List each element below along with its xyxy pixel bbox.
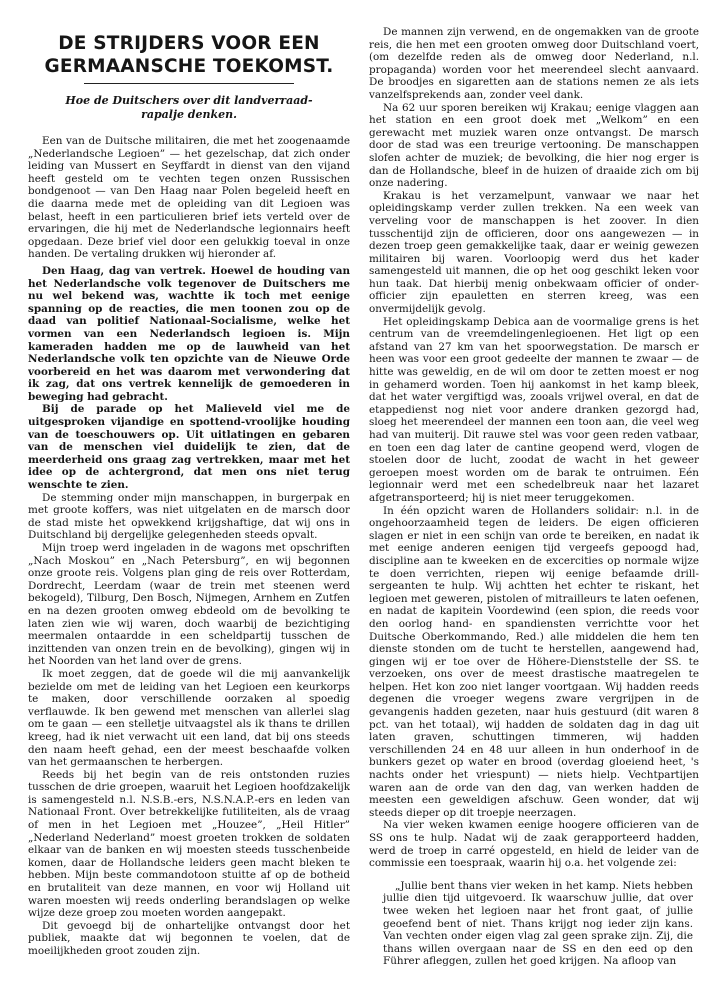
body-paragraph: Ik moet zeggen, dat de goede wil die mij aanvankelijk bezielde om met de leiding van het Legioen een keurkorps te maken, door verschillende oorzaken al spoedig verflauwde. Ik ben gewend met menschen van allerlei slag om te gaan — een stelletje uitvaagstel als ik thans te drillen kreeg, had ik niet verwacht uit een land, dat bij ons steeds den naam heeft gehad, een der meest beschaafde volken van het germaanschen te herbergen. — [28, 667, 350, 769]
body-paragraph: In één opzicht waren de Hollanders solidair: n.l. in de ongehoorzaamheid tegen de leiders. De eigen officieren slagen er niet in een schijn van orde te bereiken, en nadat ik met eenige anderen eenigen tijd vergeefs gepoogd had, discipline aan te kweeken en de excercities op normale wijze te doen verrichten, riepen wij eenige befaamde drill-sergeanten te hulp. Wij achtten het echter te riskant, het legioen met geweren, pistolen of mitrailleurs te laten oefenen, en nadat de kapitein Voordewind (een spion, die reeds voor den oorlog hand- en spandiensten verrichtte voor het Duitsche Oberkommando, Red.) alle middelen die hem ten dienste stonden om de tucht te herstellen, aangewend had, gingen wij er toe over de Höhere-Dienststelle der SS. te verzoeken, ons over de meest drastische maatregelen te helpen. Het kon zoo niet langer voortgaan. Wij hadden reeds degenen die vroeger wegens zware vergrijpen in de gevangenis hadden gezeten, naar huis gestuurd (dit waren 8 pct. van het totaal), wij hadden de soldaten dag in dag uit laten graven, schuttingen timmeren, wij hadden verschillenden 24 en 48 uur alleen in hun onderhoof in de bunkers gezet op water en brood (overdag gloeiend heet, 's nachts onder het vriespunt) — niets hielp. Vechtpartijen waren aan de orde van den dag, van werken hadden de meesten een geweldigen afschuw. Geen wonder, dat wij steeds dieper op dit troepje neerzagen. — [369, 504, 699, 819]
quoted-speech: „Jullie bent thans vier weken in het kamp. Niets hebben jullie dien tijd uitgevoerd. Ik waarschuw jullie, dat over twee weken het legioen naar het front gaat, of jullie geoefend bent of niet. Thans krijgt nog ieder zijn kans. Van vechten onder eigen vlag zal geen sprake zijn. Zij, die thans willen overgaan naar de SS en den eed op den Führer afleggen, zullen het goed krijgen. Na afloop van — [383, 879, 693, 968]
body-paragraph: Na vier weken kwamen eenige hoogere officieren van de SS ons te hulp. Nadat wij de zaak gerapporteerd hadden, werd de troep in carré opgesteld, en hield de leider van de commissie een toespraak, waarin hij o.a. het volgende zei: — [369, 819, 699, 870]
headline-line-1: DE STRIJDERS VOOR EEN — [58, 33, 320, 54]
body-paragraph: Den Haag, dag van vertrek. Hoewel de houding van het Nederlandsche volk tegenover de Duitschers me nu wel bekend was, wachtte ik toch met eenige spanning op de reacties, die men toonen zou op de daad van politief Nationaal-Socialisme, welke het vormen van een Nederlandsch legioen is. Mijn kameraden hadden me op de lauwheid van het Nederlandsche volk ten opzichte van de Nieuwe Orde voorbereid en het was daarom met verwondering dat ik zag, dat ons vertrek kennelijk de gemoederen in beweging had gebracht. — [28, 264, 350, 403]
body-paragraph: Mijn troep werd ingeladen in de wagons met opschriften „Nach Moskou” en „Nach Petersburg”, en wij begonnen onze groote reis. Volgens plan ging de reis over Rotterdam, Dordrecht, Leerdam (waar de trein met steenen werd bekogeld), Tilburg, Den Bosch, Nijmegen, Arnhem en Zutfen en na dezen grooten omweg ebdeold om de bevolking te laten zien wie wij waren, doch waarbij de bezichtiging meermalen ontaardde in een scheldpartij tusschen de inzittenden van onzen trein en de bevolking), gingen wij in het Noorden van het land over de grens. — [28, 542, 350, 668]
left-column — [28, 26, 350, 993]
body-paragraph: Na 62 uur sporen bereiken wij Krakau; eenige vlaggen aan het station en een groot doek met „Welkom” en een gerewacht met muziek waren onze ontvangst. De marsch door de stad was een treurige vertooning. De manschappen slofen achter de muziek; de bevolking, die hier nog erger is dan de Hollandsche, bleef in de huizen of draaide zich om bij onze nadering. — [369, 101, 699, 190]
body-paragraph: Dit gevoegd bij de onhartelijke ontvangst door het publiek, maakte dat wij begonnen te voelen, dat de moeilijkheden groot zouden zijn. — [28, 919, 350, 957]
body-paragraph: De stemming onder mijn manschappen, in burgerpak en met groote koffers, was niet uitgelaten en de marsch door de stad miste het opwekkend krijgshaftige, dat wij ons in Duitschland bij dergelijke gelegenheden steeds opvalt. — [28, 491, 350, 542]
subheading: Hoe de Duitschers over dit landverraad-rapalje denken. — [65, 94, 313, 121]
body-paragraph: De mannen zijn verwend, en de ongemakken van de groote reis, die hen met een grooten omweg door Duitschland voert, (om dezelfde reden als de omweg door Nederland, n.l. propaganda) worden voor het meerendeel slecht aanvaard. De broodjes en sigaretten aan de stations nemen ze als iets vanzelfsprekends aan, zonder veel dank. — [369, 26, 699, 101]
headline-rule — [84, 83, 294, 84]
headline — [28, 32, 350, 78]
body-paragraph: Krakau is het verzamelpunt, vanwaar we naar het opleidingskamp verder zullen trekken. Na een week van verveling voor de manschappen is het zoover. In dien tusschentijd zijn de officieren, door ons aangewezen — in dezen troep geen gemakkelijke taak, daar er weinig gewezen militairen bij waren. Voorloopig werd dus het kader samengesteld uit mannen, die op het oog geschikt leken voor hun taak. Dat hierbij menig onbekwaam officier of onder-officier zijn epauletten en sterren kreeg, was een onvermijdelijk gevolg. — [369, 189, 699, 316]
body-paragraph: Het opleidingskamp Debica aan de voormalige grens is het centrum van de vreemdelingenlegioenen. Het ligt op een afstand van 27 km van het spoorwegstation. De marsch er heen was voor een groot gedeelte der mannen te zwaar — de hitte was geweldig, en de wil om door te zetten moest er nog in gehamerd worden. Toen hij aankomst in het kamp bleek, dat het water vergiftigd was, zooals vrijwel overal, en dat de etappedienst nog niet voor andere dranken gezorgd had, sloeg het meerendeel der mannen een toon aan, die veel weg had van muiterij. Dit rauwe stel was voor geen reden vatbaar, en toen een dag later de cantine geopend werd, vlogen de stoelen door de lucht, zoodat de wacht in het geweer geroepen moest worden om de barak te ontruimen. Eén legionnair werd met een schedelbreuk naar het lazaret afgetransporteerd; hij is niet meer teruggekomen. — [369, 315, 699, 504]
body-paragraph: Bij de parade op het Malieveld viel me de uitgesproken vijandige en spottend-vroolijke houding van de toeschouwers op. Uit uitlatingen en gebaren van de menschen viel duidelijk te zien, dat de meerderheid ons graag zag vertrekken, maar met het idee op de achtergrond, dat men ons niet terug wenschte te zien. — [28, 403, 350, 492]
headline-line-2: GERMAANSCHE TOEKOMST. — [44, 56, 334, 77]
intro-paragraph: Een van de Duitsche militairen, die met het zoogenaamde „Nederlandsche Legioen” — het gezelschap, dat zich onder leiding van Mussert en Seyffardt in dienst van den vijand heeft gesteld om te vechten tegen onzen Russischen bondgenoot — van Den Haag naar Polen begeleid heeft en die daarna mede met de opleiding van dit Legioen was belast, heeft in een particulieren brief iets verteld over de ervaringen, die hij met de Nederlandsche legionnairs heeft opgedaan. Deze brief viel door een gelukkig toeval in onze handen. De vertaling drukken wij hieronder af. — [28, 135, 350, 261]
right-column — [369, 26, 699, 993]
body-paragraph: Reeds bij het begin van de reis ontstonden ruzies tusschen de drie groepen, waaruit het Legioen hoofdzakelijk is samengesteld n.l. N.S.B.-ers, N.S.N.A.P.-ers en leden van Nationaal Front. Over betrekkelijke futiliteiten, als de vraag of men in het Legioen met „Houzee”, „Heil Hitler” „Nederland Nederland” moest groeten trokken de soldaten elkaar van de banken en wij moesten steeds tusschenbeide komen, daar de Hollandsche leiders geen macht bleken te hebben. Mijn beste commandotoon stuitte af op de botheid en brutaliteit van deze mannen, en voor wij Holland uit waren moesten wij reeds onderling berandslagen op welke wijze deze groep zou moeten worden aangepakt. — [28, 768, 350, 920]
